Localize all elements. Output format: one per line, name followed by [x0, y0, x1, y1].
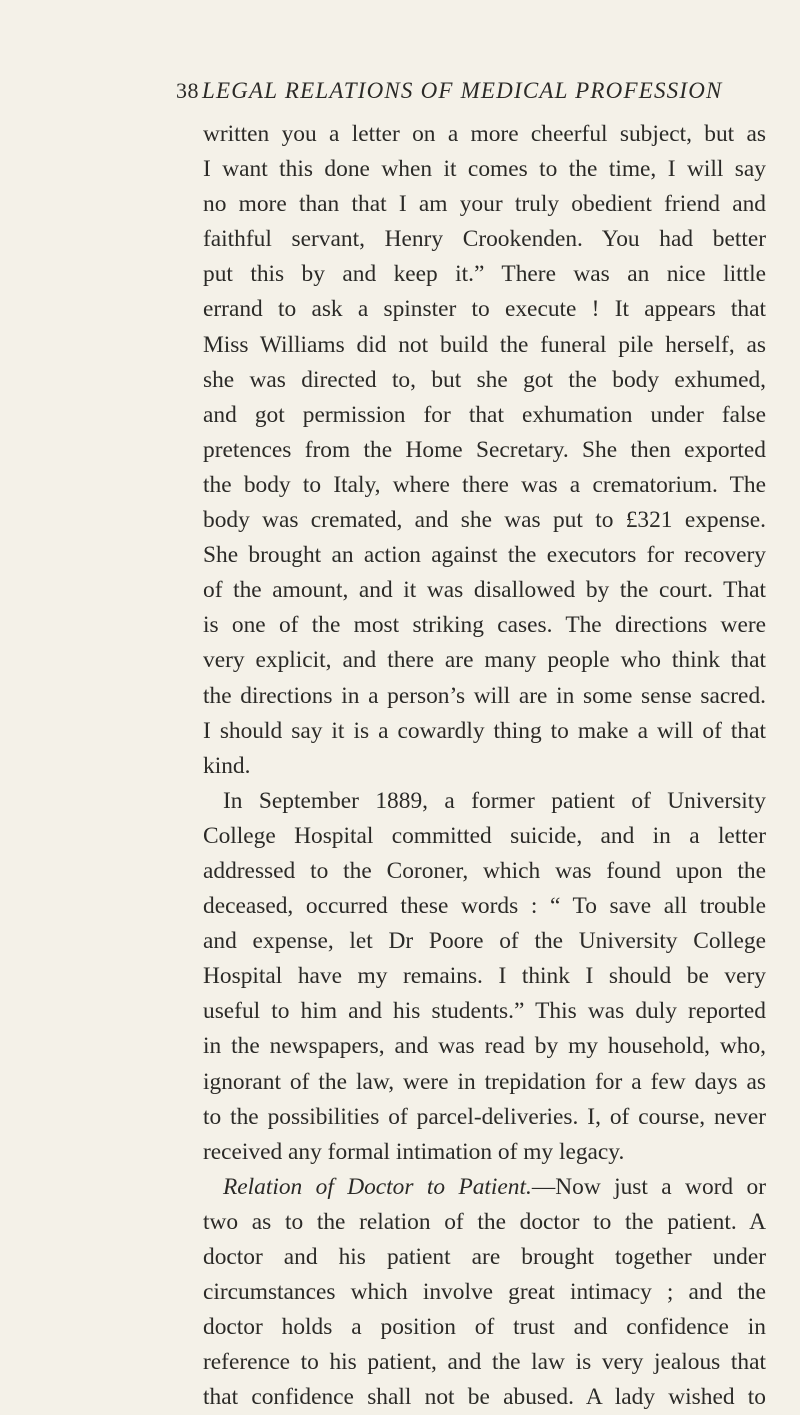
- text-line: deceased, occurred these words : “ To save all trouble: [203, 893, 766, 920]
- text-line: circumstances which involve great intimacy ; and the: [203, 1279, 766, 1306]
- text-line: in the newspapers, and was read by my household, who,: [203, 1033, 766, 1060]
- text-line: written you a letter on a more cheerful subject, but as: [203, 121, 766, 147]
- text-line: I should say it is a cowardly thing to make a will of that: [203, 717, 766, 744]
- text-line: that confidence shall not be abused. A lady wished to: [203, 1384, 766, 1411]
- text-line: doctor and his patient are brought together under: [203, 1244, 766, 1270]
- text-line: I want this done when it comes to the time, I will say: [203, 156, 766, 183]
- text-line: kind.: [203, 752, 251, 779]
- text-line: faithful servant, Henry Crookenden. You had better: [203, 226, 766, 253]
- text-line: body was cremated, and she was put to £321 expense.: [203, 507, 766, 534]
- text-line: She brought an action against the executors for recovery: [203, 542, 766, 569]
- text-line: she was directed to, but she got the body exhumed,: [203, 366, 766, 393]
- text-line: In September 1889, a former patient of University: [223, 787, 766, 814]
- text-line: addressed to the Coroner, which was found upon the: [203, 857, 766, 884]
- text-line: of the amount, and it was disallowed by the court. That: [203, 577, 766, 604]
- text-line: and got permission for that exhumation under false: [203, 401, 766, 428]
- text-line: the directions in a person’s will are in some sense sacred.: [203, 682, 766, 709]
- section-heading: Relation of Doctor to Patient.: [223, 1173, 532, 1200]
- text-line: is one of the most striking cases. The directions were: [203, 612, 766, 639]
- text-line: two as to the relation of the doctor to the patient. A: [203, 1208, 766, 1235]
- text-line: Relation of Doctor to Patient.—Now just a word or: [223, 1173, 767, 1200]
- text-line: reference to his patient, and the law is very jealous that: [203, 1349, 766, 1376]
- text-line: and expense, let Dr Poore of the University College: [203, 928, 766, 955]
- text-line: ignorant of the law, were in trepidation for a few days as: [203, 1068, 766, 1095]
- text-line: errand to ask a spinster to execute ! It appears that: [203, 296, 766, 323]
- running-head: [176, 72, 776, 112]
- text-line: no more than that I am your truly obedient friend and: [203, 191, 766, 218]
- running-title: LEGAL RELATIONS OF MEDICAL PROFESSION: [202, 78, 723, 103]
- text-line: the body to Italy, where there was a crematorium. The: [203, 471, 766, 498]
- text-line: useful to him and his students.” This was duly reported: [203, 998, 766, 1025]
- text-line: received any formal intimation of my legacy.: [203, 1138, 625, 1165]
- text-line: Hospital have my remains. I think I should be very: [203, 963, 766, 990]
- page-number: 38: [176, 78, 199, 103]
- text-line: College Hospital committed suicide, and in a letter: [203, 822, 766, 849]
- text-line: pretences from the Home Secretary. She then exported: [203, 436, 766, 463]
- text-line: to the possibilities of parcel-deliveries. I, of course, never: [203, 1103, 766, 1130]
- text-line: very explicit, and there are many people who think that: [203, 647, 766, 674]
- body-text: [203, 117, 766, 1415]
- text-line: Miss Williams did not build the funeral pile herself, as: [203, 331, 766, 358]
- text-line: put this by and keep it.” There was an nice little: [203, 261, 766, 288]
- text-line: doctor holds a position of trust and confidence in: [203, 1314, 766, 1341]
